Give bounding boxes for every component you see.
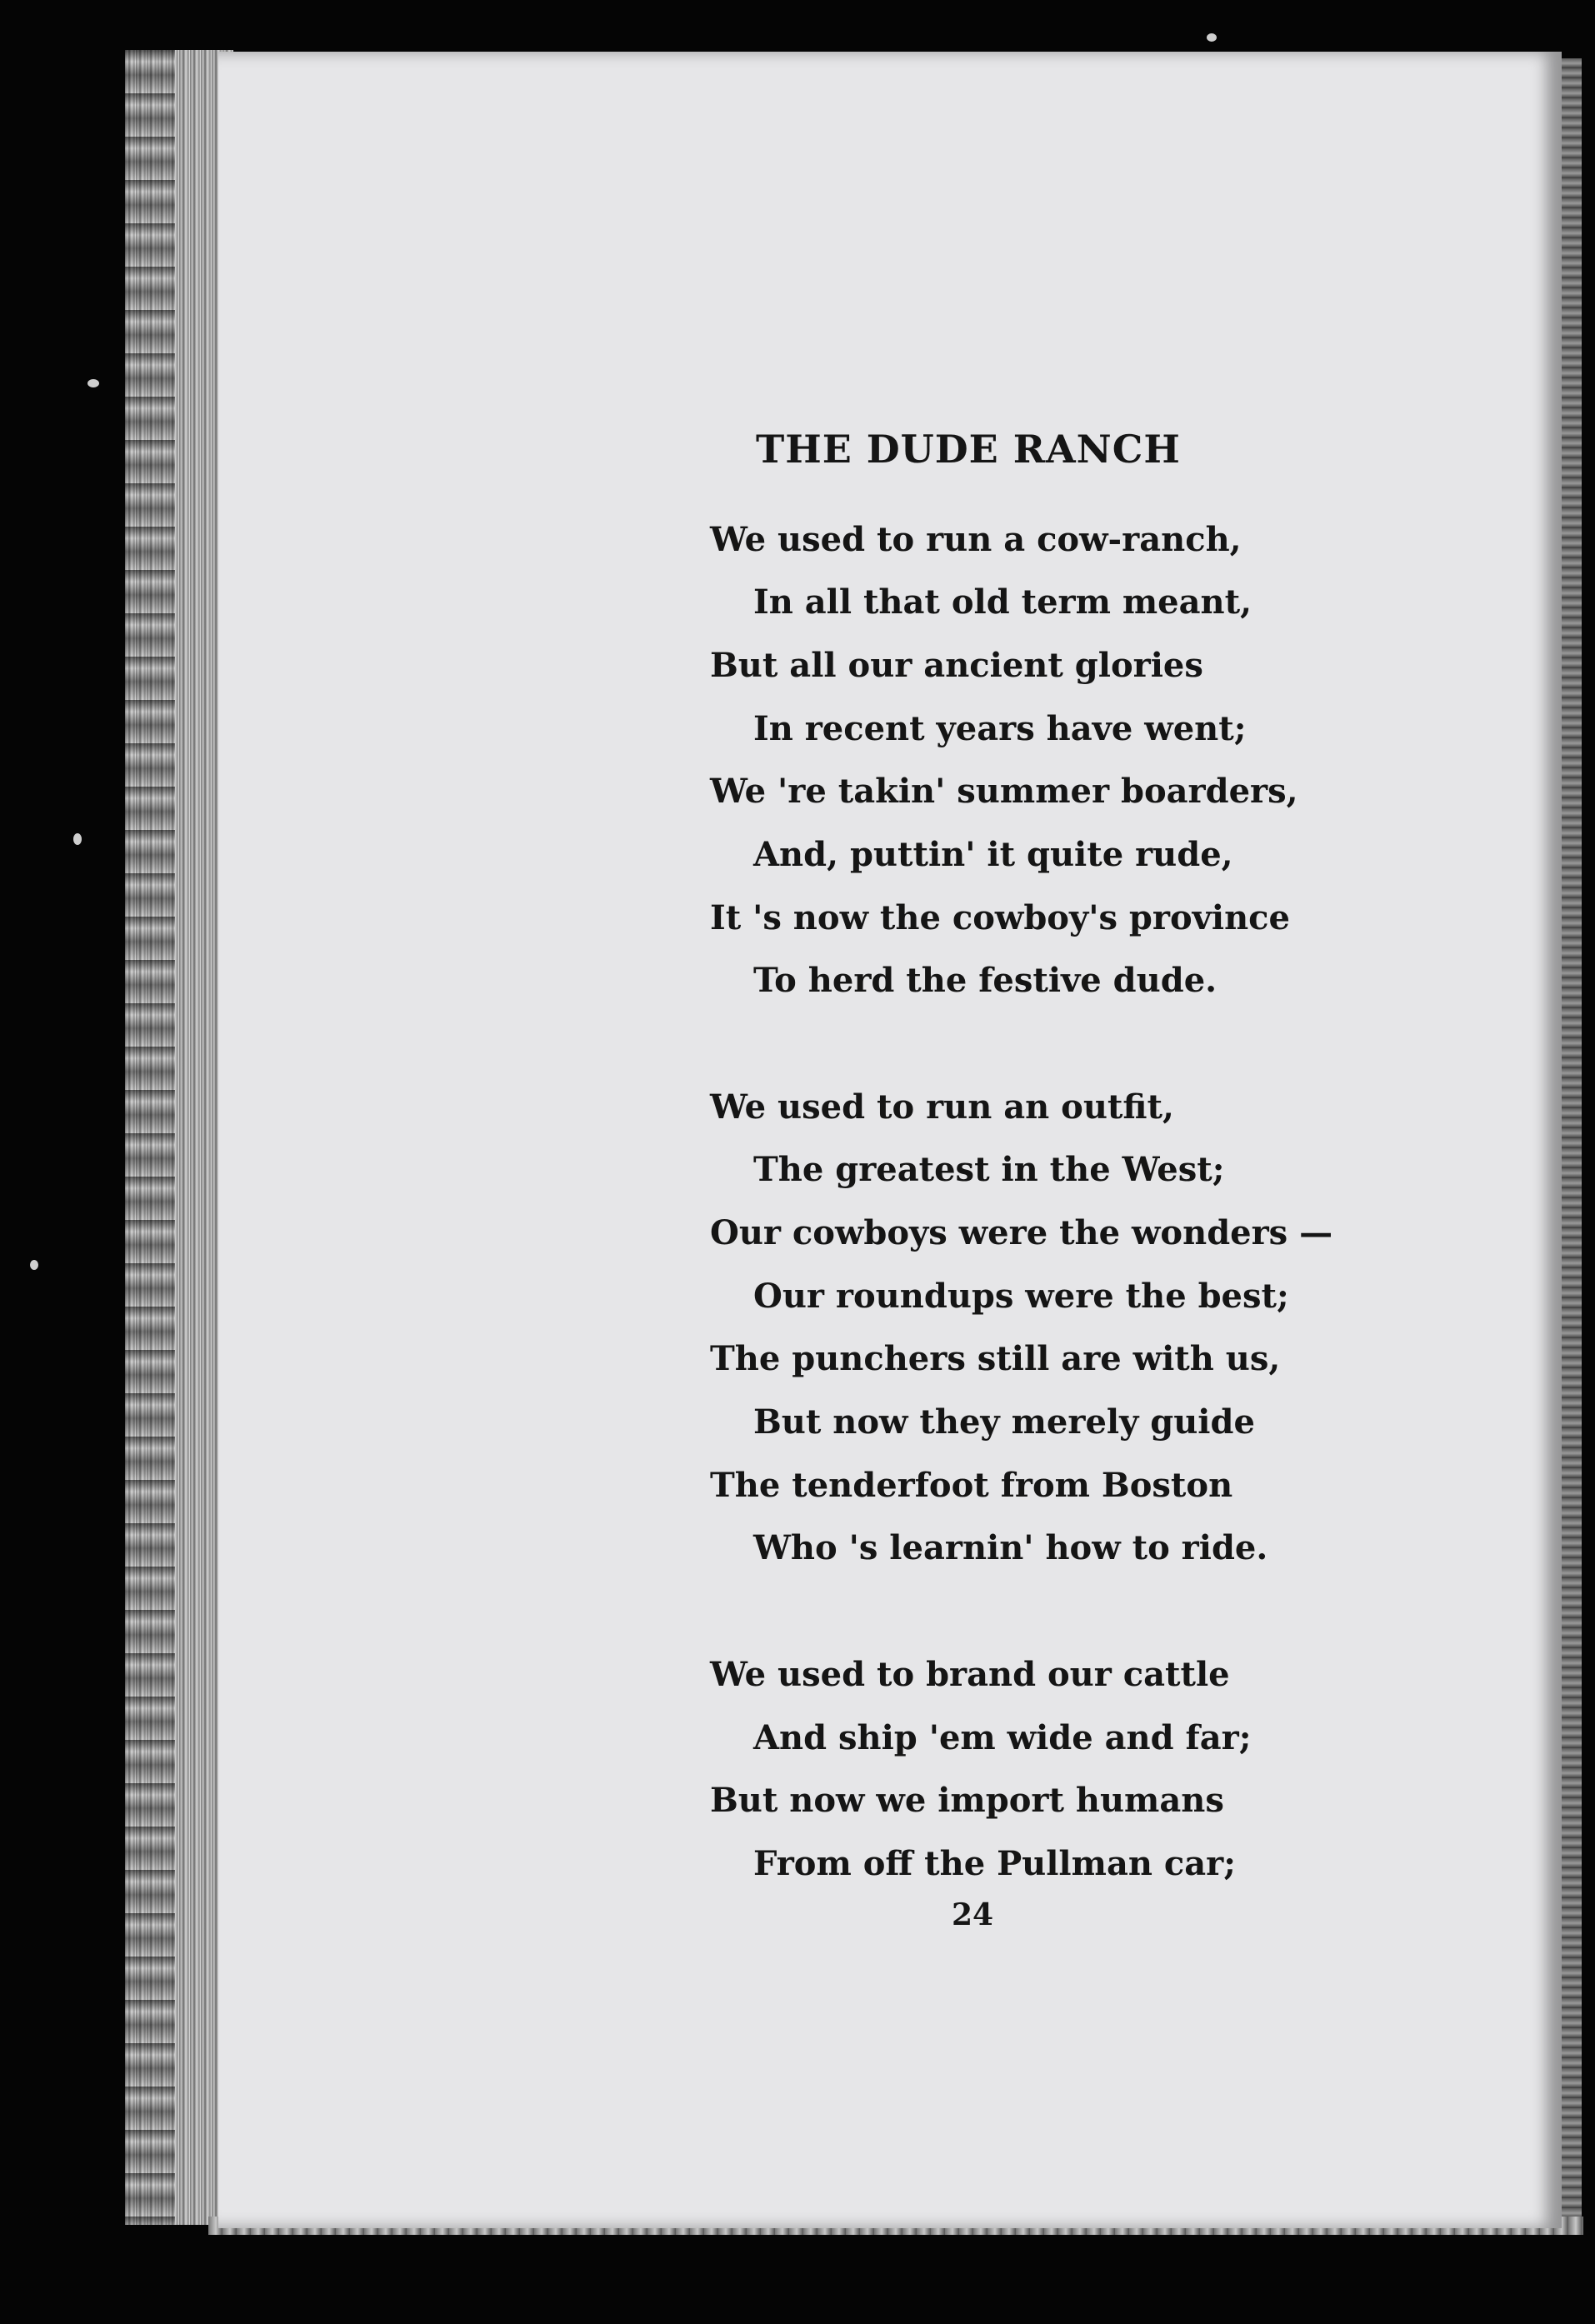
poem-line: We 're takin' summer boarders, (710, 772, 1298, 811)
poem-line: To herd the festive dude. (753, 961, 1218, 1000)
poem-line: It 's now the cowboy's province (710, 898, 1290, 937)
poem-line: And, puttin' it quite rude, (753, 835, 1233, 874)
poem (218, 52, 1562, 2228)
scan-speck (73, 833, 82, 845)
poem-line: The punchers still are with us, (710, 1339, 1281, 1378)
scan-speck (1207, 33, 1217, 42)
poem-line: Who 's learnin' how to ride. (753, 1528, 1268, 1567)
poem-line: We used to brand our cattle (710, 1655, 1230, 1694)
poem-line: But now they merely guide (753, 1402, 1255, 1442)
book-fore-edge-shadow (125, 50, 175, 2225)
scan-speck (88, 379, 99, 387)
book-page (218, 52, 1562, 2228)
poem-line: The tenderfoot from Boston (710, 1466, 1233, 1505)
poem-line: Our cowboys were the wonders — (710, 1213, 1333, 1252)
page-number: 24 (952, 1897, 994, 1932)
poem-line: The greatest in the West; (753, 1150, 1225, 1189)
poem-line: But all our ancient glories (710, 646, 1203, 685)
scan-speck (30, 1260, 38, 1270)
poem-line: And ship 'em wide and far; (753, 1718, 1252, 1757)
poem-line: But now we import humans (710, 1781, 1224, 1820)
poem-line: Our roundups were the best; (753, 1277, 1289, 1316)
poem-title: THE DUDE RANCH (756, 427, 1181, 472)
poem-line: In all that old term meant, (753, 582, 1252, 622)
poem-line: In recent years have went; (753, 709, 1247, 748)
poem-line: From off the Pullman car; (753, 1844, 1236, 1883)
poem-line: We used to run a cow-ranch, (710, 520, 1242, 559)
poem-line: We used to run an outfit, (710, 1087, 1174, 1127)
